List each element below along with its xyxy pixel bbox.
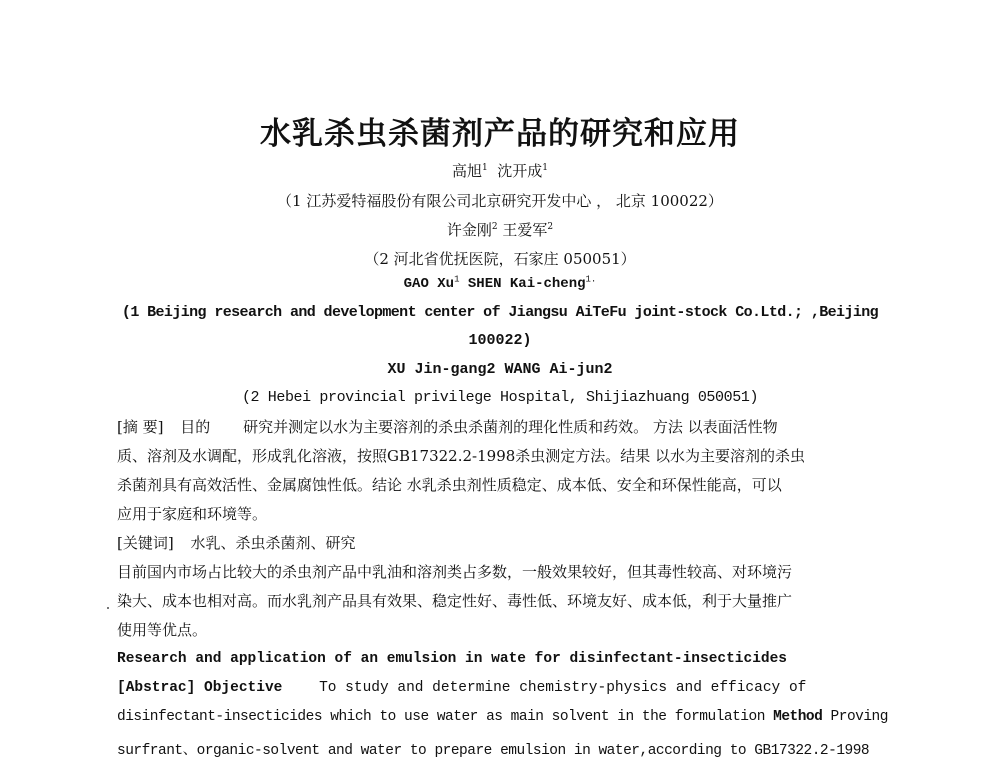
author-name-en: SHEN Kai-cheng — [467, 276, 586, 292]
abstract-en-line3: surfrant、organic-solvent and water to prepare emulsion in water,according to GB17322.2-1998 — [117, 743, 870, 759]
abstract-cn-line1 — [117, 416, 907, 437]
keywords-cn — [117, 532, 907, 553]
abstract-en-text: Proving — [830, 709, 888, 725]
author-affil-sup: 1 — [454, 274, 460, 285]
authors-cn-group1 — [0, 160, 1000, 181]
author-name-en: GAO Xu — [403, 276, 455, 292]
abstract-en-method-label: Method — [773, 709, 823, 725]
abstract-cn-text: 研究并测定以水为主要溶剂的杀虫杀菌剂的理化性质和药效。 方法 以表面活性物 — [243, 418, 778, 436]
abstract-en-line2 — [117, 709, 907, 725]
intro-cn-line2: 染大、成本也相对高。而水乳剂产品具有效果、稳定性好、毒性低、环境友好、成本低，利于大量推广 — [117, 592, 793, 610]
keywords-cn-label: [关键词] — [117, 534, 174, 552]
intro-cn-line1: 目前国内市场占比较大的杀虫剂产品中乳油和溶剂类占多数，一般效果较好，但其毒性较高、对环境污 — [117, 563, 793, 581]
author-name: 许金刚 — [446, 221, 492, 239]
abstract-en-text: To study and determine chemistry-physics and efficacy of — [319, 680, 807, 696]
affiliation-cn-2: （2 河北省优抚医院，石家庄 050051） — [364, 250, 636, 268]
authors-en-group2: XU Jin-gang2 WANG Ai-jun2 — [387, 361, 613, 378]
author-name: 沈开成 — [497, 162, 543, 180]
author-affil-sup: 1 — [542, 163, 549, 173]
affiliation-cn-1: （1 江苏爱特福股份有限公司北京研究开发中心 ， 北京 100022） — [277, 192, 723, 210]
author-name: 高旭 — [451, 162, 482, 180]
affiliation-en-2: (2 Hebei provincial privilege Hospital, Shijiazhuang 050051) — [241, 389, 759, 406]
abstract-cn-line2: 质、溶剂及水调配，形成乳化溶液，按照GB17322.2-1998杀虫测定方法。结果 以水为主要溶剂的杀虫 — [117, 447, 806, 465]
paper-title-cn: 水乳杀虫杀菌剂产品的研究和应用 — [260, 116, 740, 152]
authors-cn-group2 — [0, 219, 1000, 240]
abstract-cn-line3: 杀菌剂具有高效活性、金属腐蚀性低。结论 水乳杀虫剂性质稳定、成本低、安全和环保性能高，可以 — [117, 476, 782, 494]
abstract-en-text: disinfectant-insecticides which to use water as main solvent in the formulation — [117, 709, 765, 725]
author-affil-sup: 2 — [547, 222, 554, 232]
author-affil-sup: 1. — [585, 274, 597, 285]
paper-title-en: Research and application of an emulsion in wate for disinfectant-insecticides — [117, 651, 788, 667]
affiliation-en-1-line2: 100022) — [468, 332, 532, 349]
author-name: 王爱军 — [502, 221, 548, 239]
abstract-en-objective-label: Objective — [204, 680, 283, 696]
abstract-cn-label: [摘 要] — [117, 418, 164, 436]
author-affil-sup: 1 — [481, 163, 488, 173]
abstract-cn-line4: 应用于家庭和环境等。 — [117, 505, 268, 523]
affiliation-en-1-line1: (1 Beijing research and development center of Jiangsu AiTeFu joint-stock Co.Ltd.; ,Beijing — [121, 304, 879, 321]
intro-cn-line3: 使用等优点。 — [117, 621, 208, 639]
abstract-cn-objective-label: 目的 — [180, 418, 211, 436]
abstract-en-label: [Abstrac] — [117, 680, 196, 696]
keywords-cn-value: 水乳、杀虫杀菌剂、研究 — [190, 534, 356, 552]
author-affil-sup: 2 — [491, 222, 498, 232]
scan-artifact-dot — [107, 607, 109, 609]
authors-en-group1 — [0, 276, 1000, 292]
abstract-en-line1 — [117, 680, 907, 696]
